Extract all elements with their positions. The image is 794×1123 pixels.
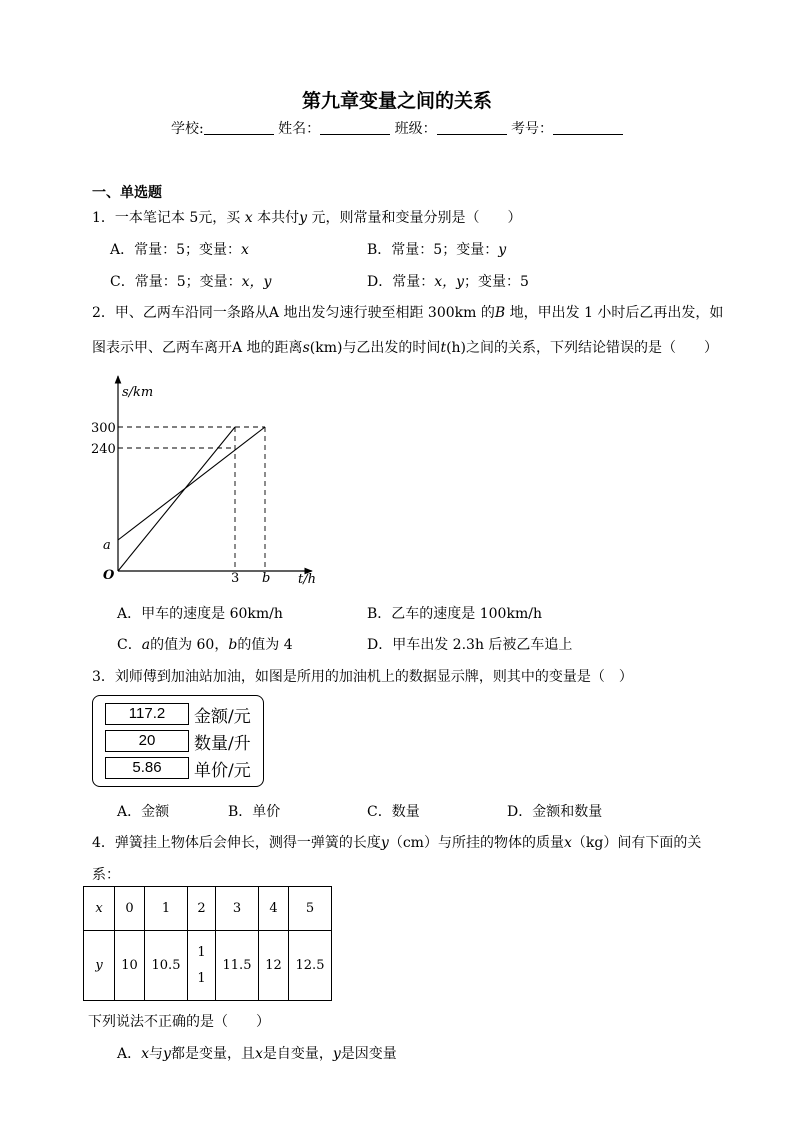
table-cell-wrapped: 1 1: [188, 931, 216, 1001]
class-blank[interactable]: [437, 120, 507, 135]
question-3-option-c[interactable]: C．数量: [367, 804, 420, 820]
question-3-option-b[interactable]: B．单价: [228, 804, 281, 820]
question-4-prompt: 下列说法不正确的是（ ）: [88, 1014, 270, 1030]
table-cell: 2: [188, 887, 216, 931]
name-blank[interactable]: [320, 120, 390, 135]
fuel-pump-display: [92, 695, 264, 787]
display-label-price: 单价/元: [194, 761, 251, 781]
school-label: 学校:: [170, 121, 204, 137]
table-row-y: [84, 931, 332, 1001]
car-jia-line: [118, 427, 265, 540]
question-1-option-a[interactable]: A．常量：5；变量：x: [110, 242, 249, 258]
question-1-stem: 1．一本笔记本 5元，买 x 本共付y 元，则常量和变量分别是（ ）: [92, 210, 522, 226]
question-4-stem-line-2: 系：: [92, 867, 120, 883]
table-cell: 1: [145, 887, 188, 931]
question-2-option-c[interactable]: C．a的值为 60，b的值为 4: [117, 637, 293, 653]
question-2-option-d[interactable]: D．甲车出发 2.3h 后被乙车追上: [367, 637, 573, 653]
distance-time-graph: [90, 368, 330, 593]
x-tick-b: b: [262, 571, 271, 586]
table-row-x: [84, 887, 332, 931]
display-value-amount: 117.2: [105, 703, 189, 725]
y-tick-a: a: [103, 538, 111, 553]
table-cell: 11.5: [216, 931, 259, 1001]
question-3-stem: 3．刘师傅到加油站加油，如图是所用的加油机上的数据显示牌，则其中的变量是（ ）: [92, 669, 633, 685]
spring-data-table: [83, 886, 332, 1001]
question-4-stem-line-1: 4．弹簧挂上物体后会伸长，测得一弹簧的长度y（cm）与所挂的物体的质量x（kg）间有下面的关: [92, 835, 702, 851]
origin-label: O: [103, 568, 115, 583]
display-value-price: 5.86: [105, 757, 189, 779]
class-label: 班级：: [394, 121, 437, 137]
question-4-option-a[interactable]: A．x与y都是变量，且x是自变量，y是因变量: [117, 1046, 397, 1062]
question-3-option-d[interactable]: D．金额和数量: [507, 804, 603, 820]
question-2-stem-line-1: 2．甲、乙两车沿同一条路从A 地出发匀速行驶至相距 300km 的B 地，甲出发 1 小时后乙再出发，如: [92, 305, 724, 321]
number-label: 考号：: [511, 121, 554, 137]
x-axis-label: t/h: [298, 572, 316, 587]
x-tick-3: 3: [231, 571, 240, 586]
car-yi-line: [118, 427, 235, 571]
page-title: 第九章变量之间的关系: [301, 90, 492, 112]
question-3-option-a[interactable]: A．金额: [117, 804, 170, 820]
section-title: 一、单选题: [92, 185, 162, 201]
question-2-stem-line-2: 图表示甲、乙两车离开A 地的距离s(km)与乙出发的时间t(h)之间的关系，下列结论错误的是（ ）: [92, 340, 719, 356]
question-1-option-c[interactable]: C．常量：5；变量：x，y: [110, 274, 272, 290]
table-cell: 12.5: [289, 931, 332, 1001]
table-cell: 0: [115, 887, 145, 931]
table-header-y: y: [84, 931, 115, 1001]
display-label-quantity: 数量/升: [194, 734, 251, 754]
y-tick-240: 240: [91, 442, 116, 457]
display-value-quantity: 20: [105, 730, 189, 752]
question-2-option-b[interactable]: B．乙车的速度是 100km/h: [367, 606, 542, 622]
y-axis-label: s/km: [122, 385, 154, 400]
question-1-option-b[interactable]: B．常量：5；变量：y: [367, 242, 507, 258]
question-1-option-d[interactable]: D．常量：x，y；变量：5: [367, 274, 529, 290]
table-cell: 10.5: [145, 931, 188, 1001]
name-label: 姓名：: [278, 121, 321, 137]
display-label-amount: 金额/元: [194, 707, 251, 727]
table-cell: 10: [115, 931, 145, 1001]
table-cell: 4: [259, 887, 289, 931]
table-header-x: x: [84, 887, 115, 931]
table-cell: 12: [259, 931, 289, 1001]
table-cell: 3: [216, 887, 259, 931]
question-2-option-a[interactable]: A．甲车的速度是 60km/h: [117, 606, 283, 622]
y-tick-300: 300: [91, 421, 116, 436]
number-blank[interactable]: [553, 120, 623, 135]
table-cell: 5: [289, 887, 332, 931]
school-blank[interactable]: [204, 120, 274, 135]
student-info-line: [0, 118, 794, 138]
